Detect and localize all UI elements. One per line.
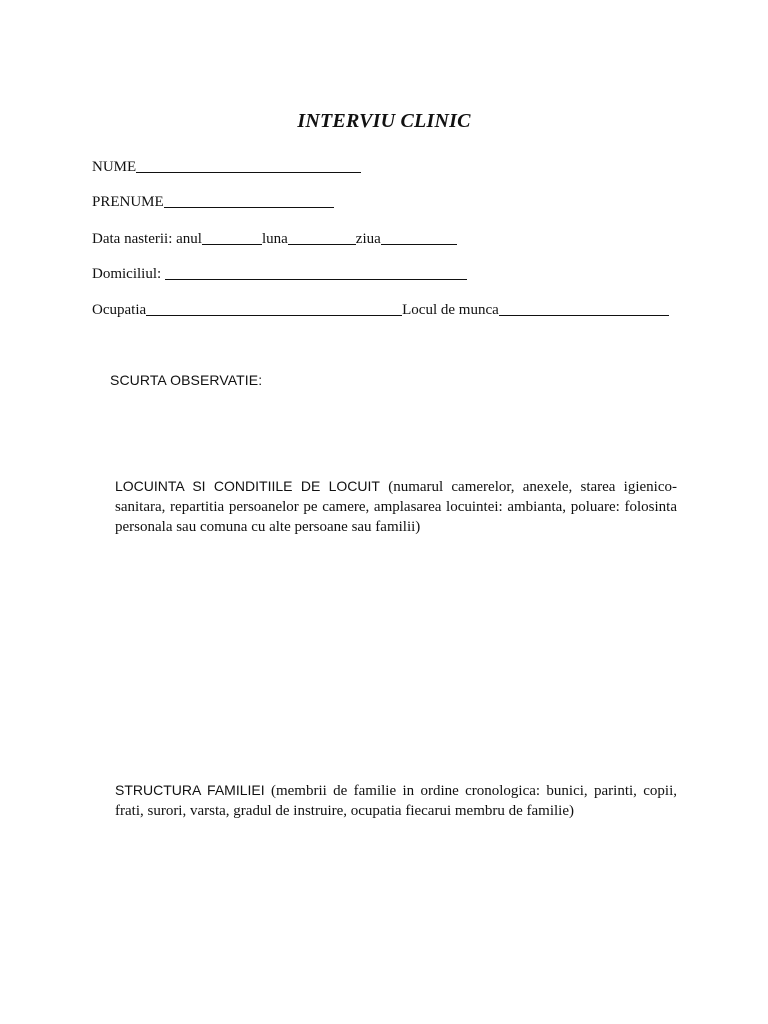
locul-de-munca-label: Locul de munca xyxy=(402,302,499,318)
structura-familiei-heading: STRUCTURA FAMILIEI xyxy=(115,782,265,798)
locuinta-heading: LOCUINTA SI CONDITIILE DE LOCUIT xyxy=(115,478,380,494)
domiciliul-field-row xyxy=(92,264,467,284)
anul-label: anul xyxy=(176,231,202,247)
document-title: INTERVIU CLINIC xyxy=(297,110,471,132)
structura-familiei-description: (membrii de familie in ordine cronologica: bunici, parinti, copii, frati, surori, varsta, gradul de instruire, ocupatia fiecarui membru de familie) xyxy=(115,783,677,819)
nume-label: NUME xyxy=(92,159,137,175)
luna-blank-line[interactable] xyxy=(288,230,356,245)
domiciliul-blank-line[interactable] xyxy=(165,265,467,280)
prenume-label: PRENUME xyxy=(92,194,164,210)
data-nasterii-label: Data nasterii: xyxy=(92,231,173,247)
prenume-blank-line[interactable] xyxy=(164,193,334,208)
ocupatia-blank-line[interactable] xyxy=(146,301,402,316)
nume-field-row xyxy=(92,157,361,177)
domiciliul-label: Domiciliul: xyxy=(92,266,162,282)
anul-blank-line[interactable] xyxy=(202,230,262,245)
prenume-field-row xyxy=(92,192,334,212)
locuinta-description: (numarul camerelor, anexele, starea igienico-sanitara, repartitia persoanelor pe camere, amplasarea locuintei: ambianta, poluare: folosinta personala sau comuna cu alte persoane sau familii) xyxy=(115,479,677,535)
locul-de-munca-blank-line[interactable] xyxy=(499,301,669,316)
locuinta-paragraph xyxy=(115,476,677,537)
scurta-observatie-heading: SCURTA OBSERVATIE: xyxy=(110,372,263,388)
data-nasterii-field-row xyxy=(92,229,457,249)
ziua-blank-line[interactable] xyxy=(381,230,457,245)
ocupatia-label: Ocupatia xyxy=(92,302,147,318)
nume-blank-line[interactable] xyxy=(136,158,361,173)
ziua-label: ziua xyxy=(355,231,381,247)
structura-familiei-paragraph xyxy=(115,780,677,821)
ocupatia-field-row xyxy=(92,300,669,320)
luna-label: luna xyxy=(261,231,288,247)
